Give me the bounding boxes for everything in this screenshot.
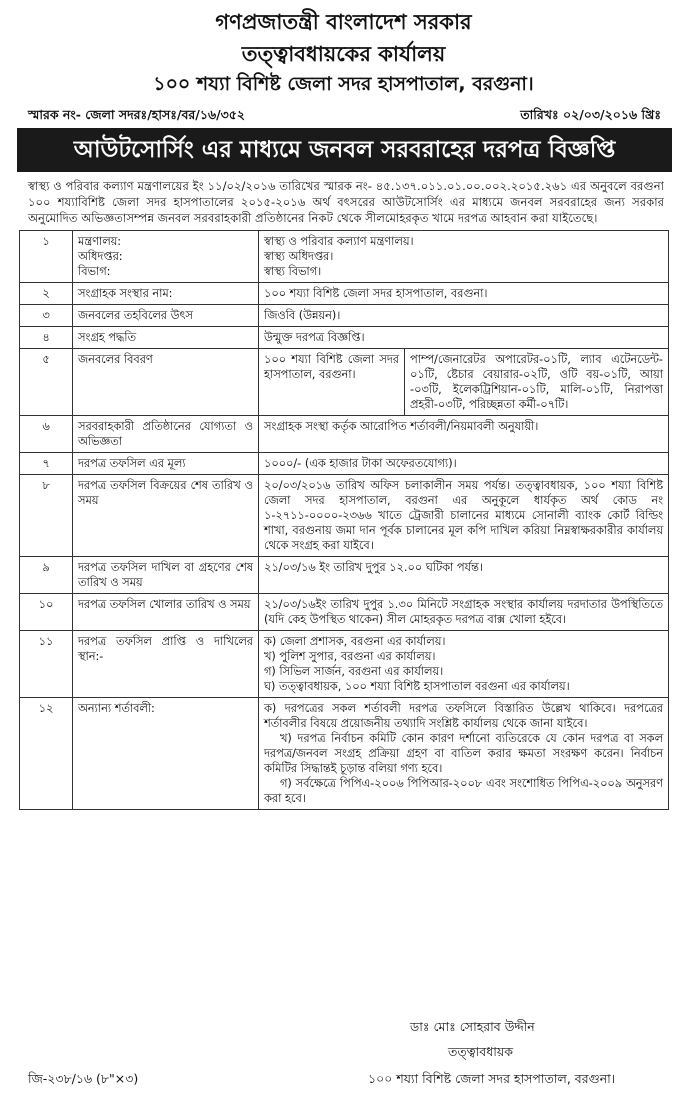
- row-label: জনবলের বিবরণ: [73, 349, 259, 416]
- intro-paragraph: স্বাস্থ্য ও পরিবার কল্যাণ মন্ত্রণালয়ের ইং ১১/০২/২০১৬ তারিখের স্মারক নং- ৪৫.১৩৭.০১১.০১.০০.০০২.২০১৫.২৬১ এর অনুবলে বরগুনা ১০০ শয্যাবিশিষ্ট জেলা সদর হাসপাতালের ২০১৫-২০১৬ অর্থ বৎসরের আউটসোর্সিং এর মাধ্যমে জনবল সরবরাহের জন্য সরকার অনুমোদিত অভিজ্ঞতাসম্পন্ন জনবল সরবরাহকারী প্রতিষ্ঠানের নিকট থেকে সীলমোহরকৃত খামে দরপত্র আহবান করা যাইতেছে।: [28, 179, 664, 225]
- row-value: ১০০ শয্যা বিশিষ্ট জেলা সদর হাসপাতাল, বরগুনা।: [259, 283, 669, 305]
- row-number: ৭: [20, 453, 73, 475]
- row-value: সংগ্রাহক সংস্থা কর্তৃক আরোপিত শর্তাবলী/নিয়মাবলী অনুযায়ী।: [259, 416, 669, 453]
- memo-number: স্মারক নং- জেলা সদরঃ/হাসঃ/বর/১৬/৩৫২: [28, 107, 246, 122]
- table-row: [20, 594, 669, 631]
- memo-date: তারিখঃ ০২/০৩/২০১৬ খ্রিঃ: [520, 107, 661, 122]
- row-number: ৪: [20, 327, 73, 349]
- row-number: ১: [20, 231, 73, 283]
- table-row: [20, 475, 669, 557]
- row-number: ১১: [20, 631, 73, 698]
- row-label: দরপত্র তফসিল এর মূল্য: [73, 453, 259, 475]
- row-value: ২১/০৩/১৬ ইং তারিখ দুপুর ১২.০০ ঘটিকা পর্যন্ত।: [259, 557, 669, 594]
- table-row: [20, 349, 669, 416]
- reference-code: জি-২৩৮/১৬ (৮"×৩): [28, 1071, 139, 1086]
- table-row: [20, 327, 669, 349]
- row-number: ২: [20, 283, 73, 305]
- table-row: [20, 631, 669, 698]
- row-value-staff: পাম্প/জেনারেটর অপারেটর-০১টি, ল্যাব এটেনডেন্ট- ০১টি, ষ্টেচার বেয়ারার-০২টি, ওটি বয়-০১টি, আয়া -০৩টি, ইলেকট্রিশিয়ান-০১টি, মালি-০১টি, নিরাপত্তা প্রহরী-০৩টি, পরিচ্ছন্নতা কর্মী-০৭টি।: [405, 349, 669, 416]
- row-value: ২১/০৩/১৬ইং তারিখ দুপুর ১.৩০ মিনিটে সংগ্রাহক সংস্থার কার্যালয় দরদাতার উপস্থিতিতে (যদি কেহ উপস্থিত থাকেন) সীল মোহরকৃত দরপত্র বাক্স খোলা হইবে।: [259, 594, 669, 631]
- row-number: ৫: [20, 349, 73, 416]
- row-number: ১০: [20, 594, 73, 631]
- row-label: দরপত্র তফসিল খোলার তারিখ ও সময়: [73, 594, 259, 631]
- row-value: স্বাস্থ্য ও পরিবার কল্যাণ মন্ত্রণালয়। স্বাস্থ্য অধিদপ্তর। স্বাস্থ্য বিভাগ।: [259, 231, 669, 283]
- table-row: [20, 231, 669, 283]
- row-label: সংগ্রহ পদ্ধতি: [73, 327, 259, 349]
- row-value: ২০/০৩/২০১৬ তারিখ অফিস চলাকালীন সময় পর্যন্ত। তত্ত্বাবধায়ক, ১০০ শয্যা বিশিষ্ট জেলা সদর হাসপাতাল, বরগুনা এর অনুকূলে ধার্যকৃত অর্থ কোড নং ১-২৭১১-০০০০-২৩৬৬ খাতে ট্রেজারী চালানের মাধ্যমে সোনালী ব্যাংক কোর্ট বিল্ডিং শাখা, বরগুনায় জমা দান পূর্বক চালানের মূল কপি দাখিল করিয়া নিম্নস্বাক্ষরকারীর কার্যালয় থেকে সংগ্রহ করা যাইবে।: [259, 475, 669, 557]
- row-label: জনবলের তহবিলের উৎস: [73, 305, 259, 327]
- office-title: তত্ত্বাবধায়কের কার্যালয়: [241, 42, 446, 66]
- hospital-title: ১০০ শয্যা বিশিষ্ট জেলা সদর হাসপাতাল, বরগুনা।: [153, 73, 534, 95]
- table-row: [20, 283, 669, 305]
- notice-banner: আউটসোর্সিং এর মাধ্যমে জনবল সরবরাহের দরপত্র বিজ্ঞপ্তি: [17, 128, 672, 172]
- row-label: দরপত্র তফসিল বিক্রয়ের শেষ তারিখ ও সময়: [73, 475, 259, 557]
- row-number: ৬: [20, 416, 73, 453]
- row-value: ক) দরপত্রের সকল শর্তাবলী দরপত্র তফসিলে বিস্তারিত উল্লেখ থাকিবে। দরপত্রের শর্তাবলীর বিষয়ে প্রয়োজনীয় তথ্যাদি সংশ্লিষ্ট কার্যালয় থেকে জানা যাইবে। খ) দরপত্র নির্বাচন কমিটি কোন কারণ দর্শানো ব্যতিরেকে যে কোন দরপত্র বা সকল দরপত্র/জনবল সংগ্রহ প্রক্রিয়া গ্রহণ বা বাতিল করার ক্ষমতা সংরক্ষণ করেন। নির্বাচন কমিটির সিদ্ধান্তই চূড়ান্ত বলিয়া গণ্য হবে। গ) সর্বক্ষেত্রে পিপিএ-২০০৬ পিপিআর-২০০৮ এবং সংশোধিত পিপিএ-২০০৯ অনুসরণ করা হবে।: [259, 698, 669, 810]
- table-row: [20, 698, 669, 810]
- row-value: ক) জেলা প্রশাসক, বরগুনা এর কার্যালয়। খ) পুলিশ সুপার, বরগুনা এর কার্যালয়। গ) সিভিল সার্জন, বরগুনা এর কার্যালয়। ঘ) তত্ত্বাবধায়ক, ১০০ শয্যা বিশিষ্ট হাসপাতাল বরগুনা এর কার্যালয়।: [259, 631, 669, 698]
- govt-title: গণপ্রজাতন্ত্রী বাংলাদেশ সরকার: [215, 10, 472, 34]
- row-value-location: ১০০ শয্যা বিশিষ্ট জেলা সদর হাসপাতাল, বরগুনা।: [259, 349, 405, 416]
- row-number: ১২: [20, 698, 73, 810]
- row-label: দরপত্র তফসিল প্রাপ্তি ও দাখিলের স্থান:-: [73, 631, 259, 698]
- row-value: জিওবি (উন্নয়ন)।: [259, 305, 669, 327]
- table-row: [20, 453, 669, 475]
- tender-table: [19, 230, 669, 810]
- table-row: [20, 557, 669, 594]
- table-row: [20, 305, 669, 327]
- row-label: মন্ত্রণালয়: অধিদপ্তর: বিভাগ:: [73, 231, 259, 283]
- row-label: দরপত্র তফসিল দাখিল বা গ্রহণের শেষ তারিখ ও সময়: [73, 557, 259, 594]
- signatory-title: তত্ত্বাবধায়ক: [448, 1044, 513, 1059]
- row-value: উন্মুক্ত দরপত্র বিজ্ঞপ্তি।: [259, 327, 669, 349]
- table-row: [20, 416, 669, 453]
- row-number: ৯: [20, 557, 73, 594]
- signatory-office: ১০০ শয্যা বিশিষ্ট জেলা সদর হাসপাতাল, বরগুনা।: [368, 1071, 616, 1086]
- row-label: সরবরাহকারী প্রতিষ্ঠানের যোগ্যতা ও অভিজ্ঞতা: [73, 416, 259, 453]
- row-label: সংগ্রাহক সংস্থার নাম:: [73, 283, 259, 305]
- row-label: অন্যান্য শর্তাবলী:: [73, 698, 259, 810]
- row-number: ৮: [20, 475, 73, 557]
- signatory-name: ডাঃ মোঃ সোহরাব উদ্দীন: [410, 1019, 535, 1034]
- row-number: ৩: [20, 305, 73, 327]
- row-value: ১০০০/- (এক হাজার টাকা অফেরতযোগ্য)।: [259, 453, 669, 475]
